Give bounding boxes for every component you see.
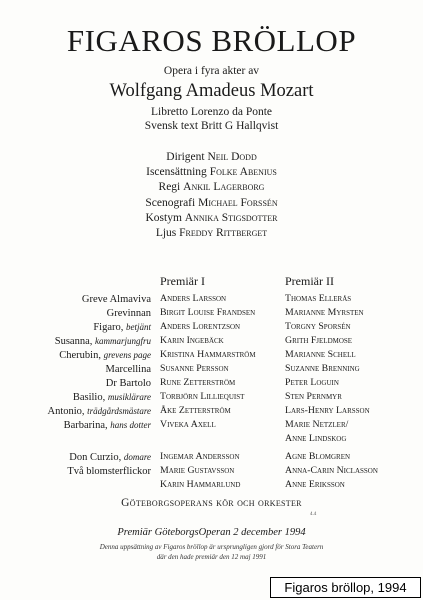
production-note-line: Denna uppsättning av Figaros bröllop är ursprungligen gjord för Stora Teatern [99,543,324,551]
premiere-2-singer: Agne Blomgren [285,451,351,462]
role-name: Två blomsterflickor [67,466,151,477]
premiere-2-singer: Torgny Sporsén [285,321,351,332]
subtitle: Opera i fyra akter av [163,65,260,77]
premiere-1-singer: Anders Lorentzson [160,321,241,332]
cast-row [0,464,423,478]
premiere-2-singer: Anne Lindskog [285,433,347,444]
premiere-2-singer: Marianne Schell [285,349,356,360]
premiere-1-singer: Anders Larsson [160,293,227,304]
premiere-1-header: Premiär I [160,274,205,288]
cast-row [0,390,423,404]
cast-row [0,320,423,334]
premiere-2-singer: Sten Pernmyr [285,391,342,402]
premiere-1-singer: Karin Ingebäck [160,335,224,346]
role-name: Figaro, betjänt [93,322,151,333]
staff-line: Scenografi Michael Forssén [145,197,278,209]
image-caption: Figaros bröllop, 1994 [270,577,421,598]
premiere-2-singer: Grith Fjeldmose [285,335,353,346]
premiere-2-singer: Marie Netzler/ [285,419,349,430]
premiere-1-singer: Viveka Axell [160,419,216,430]
premiere-2-header: Premiär II [285,274,334,288]
role-name: Greve Almaviva [81,294,151,305]
role-name: Basilio, musiklärare [72,392,151,403]
swedish-text: Svensk text Britt G Hallqvist [144,120,279,132]
premiere-1-singer: Birgit Louise Frandsen [160,307,256,318]
premiere-2-singer: Peter Loguin [285,377,339,388]
chorus-orchestra: Göteborgsoperans kör och orkester [121,497,302,509]
role-name: Barbarina, hans dotter [63,420,151,431]
premiere-1-singer: Rune Zetterström [160,377,236,388]
premiere-1-singer: Kristina Hammarström [160,349,256,360]
role-name: Don Curzio, domare [69,452,151,463]
premiere-2-singer: Lars-Henry Larsson [285,405,370,416]
premiere-2-singer: Suzanne Brenning [285,363,360,374]
role-name: Grevinnan [106,308,151,319]
role-name: Susanna, kammarjungfru [54,336,151,347]
premiere-1-singer: Karin Hammarlund [160,479,241,490]
staff-line: Dirigent Neil Dodd [166,151,257,163]
staff-line: Regi Ankil Lagerborg [158,181,265,193]
premiere-1-singer: Ingemar Andersson [160,451,240,462]
cast-row [0,418,423,432]
premiere-1-singer: Marie Gustavsson [160,465,235,476]
staff-line: Kostym Annika Stigsdotter [145,212,278,224]
premiere-1-singer: Susanne Persson [160,363,229,374]
cast-row [0,376,423,390]
cast-row [0,432,423,446]
premiere-2-singer: Anna-Carin Niclasson [285,465,378,476]
cast-row [0,348,423,362]
composer: Wolfgang Amadeus Mozart [109,81,314,101]
premiere-1-singer: Torbjörn Lilliequist [160,391,245,402]
libretto: Libretto Lorenzo da Ponte [150,106,273,118]
cast-row [0,306,423,320]
premiere-2-singer: Thomas Ellerås [285,293,352,304]
premiere-1-singer: Åke Zetterström [160,405,231,416]
premiere-2-singer: Marianne Myrsten [285,307,364,318]
role-name: Marcellina [105,364,151,375]
small-mark: 4.4 [310,512,317,517]
cast-row [0,404,423,418]
cast-row [0,362,423,376]
role-name: Dr Bartolo [105,378,151,389]
role-name: Antonio, trädgårdsmästare [47,406,151,417]
role-name: Cherubin, grevens page [59,350,151,361]
opera-title: FIGAROS BRÖLLOP [66,23,357,58]
staff-line: Ljus Freddy Rittberget [155,227,268,239]
cast-row [0,334,423,348]
premiere-info: Premiär GöteborgsOperan 2 december 1994 [117,527,306,538]
production-note-line: där den hade premiär den 12 maj 1991 [156,553,267,561]
cast-row [0,450,423,464]
cast-row [0,478,423,492]
cast-row [0,292,423,306]
premiere-2-singer: Anne Eriksson [285,479,345,490]
staff-line: Iscensättning Folke Abenius [146,166,277,178]
